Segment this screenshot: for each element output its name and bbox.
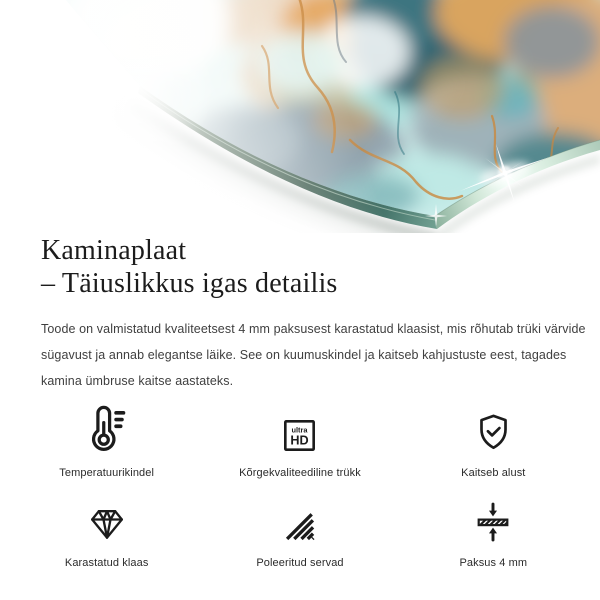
feature-protects-base (397, 400, 590, 480)
diamond-icon (87, 490, 127, 544)
feature-label: Poleeritud servad (256, 557, 344, 570)
ultra-hd-icon-text-top: ultra (291, 425, 308, 435)
feature-print-quality (203, 400, 396, 480)
features-grid (10, 400, 590, 570)
feature-thickness (397, 490, 590, 570)
page-title-line1: Kaminaplaat (41, 235, 187, 266)
ultra-hd-icon (281, 400, 318, 454)
feature-label: Kaitseb alust (461, 467, 526, 480)
feature-label: Paksus 4 mm (459, 557, 528, 570)
page-title-line2: – Täiuslikkus igas detailis (41, 268, 338, 299)
feature-label: Karastatud klaas (64, 557, 149, 570)
product-description (41, 317, 600, 394)
description-line: Toode on valmistatud kvaliteetsest 4 mm paksusest karastatud klaasist, mis rõhutab trüki värvide (41, 322, 586, 336)
feature-polished-edges (203, 490, 396, 570)
thermometer-icon (81, 400, 133, 454)
feature-temperature-resistant (10, 400, 203, 480)
feature-label: Temperatuurikindel (59, 467, 155, 480)
feature-tempered-glass (10, 490, 203, 570)
corner-fade-overlay (40, 10, 270, 170)
ultra-hd-icon-text-bottom: HD (290, 433, 310, 448)
feature-label: Kõrgekvaliteediline trükk (239, 467, 361, 480)
product-photo (0, 0, 600, 233)
thickness-arrows-icon (471, 490, 515, 544)
page-title (41, 234, 600, 300)
polished-edges-icon (282, 490, 318, 544)
description-line: kamina ümbruse kaitse aastateks. (41, 373, 234, 388)
shield-check-icon (472, 400, 515, 454)
description-line: sügavust ja annab elegantse läike. See on kuumuskindel ja kaitseb kahjustuste eest, tagades (41, 347, 567, 362)
